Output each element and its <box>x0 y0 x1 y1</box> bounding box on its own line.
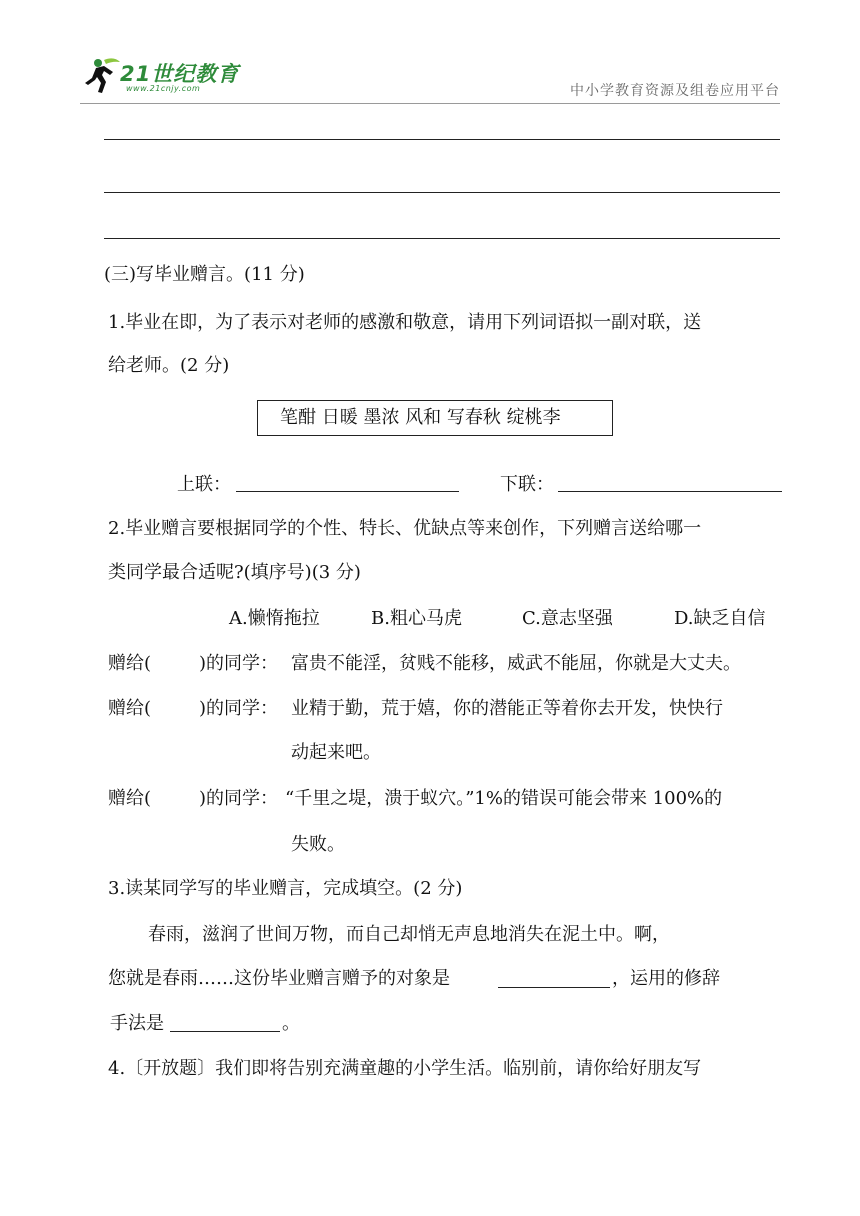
q3-object-blank[interactable] <box>498 987 610 988</box>
lower-couplet-label: 下联： <box>500 474 554 495</box>
q1-text: 给老师。(2 分) <box>108 355 230 376</box>
gift-suffix: )的同学： <box>199 698 279 719</box>
q3-passage: 春雨，滋润了世间万物，而自己却悄无声息地消失在泥土中。啊， <box>148 924 670 945</box>
logo <box>82 56 252 100</box>
gift-text: 失败。 <box>291 834 345 855</box>
upper-couplet-blank[interactable] <box>236 491 459 492</box>
answer-line <box>104 192 780 193</box>
runner-icon <box>82 56 122 96</box>
q3-passage: 您就是春雨……这份毕业赠言赠予的对象是 <box>108 968 450 989</box>
q3-text: 3.读某同学写的毕业赠言，完成填空。(2 分) <box>108 878 463 899</box>
answer-line <box>104 139 780 140</box>
word-box <box>257 400 613 436</box>
logo-text: 21世纪教育 <box>120 62 240 86</box>
q4-text: 4.〔开放题〕我们即将告别充满童趣的小学生活。临别前，请你给好朋友写 <box>108 1058 702 1079</box>
header-rule <box>80 103 780 104</box>
lower-couplet-blank[interactable] <box>558 491 782 492</box>
gift-text: 动起来吧。 <box>291 742 381 763</box>
option-d: D.缺乏自信 <box>674 608 766 629</box>
gift-text: 富贵不能淫，贫贱不能移，威武不能屈，你就是大丈夫。 <box>291 653 741 674</box>
q2-text: 类同学最合适呢?(填序号)(3 分) <box>108 562 361 583</box>
upper-couplet-label: 上联： <box>177 474 231 495</box>
gift-suffix: )的同学： <box>199 653 279 674</box>
word-list: 笔酣 日暖 墨浓 风和 写春秋 绽桃李 <box>280 407 561 428</box>
q3-passage: 手法是 <box>110 1013 164 1034</box>
platform-name: 中小学教育资源及组卷应用平台 <box>570 83 780 99</box>
answer-line <box>104 238 780 239</box>
q1-text: 1.毕业在即，为了表示对老师的感激和敬意，请用下列词语拟一副对联，送 <box>108 312 702 333</box>
q3-passage: 。 <box>282 1013 300 1034</box>
q3-rhetoric-blank[interactable] <box>170 1031 280 1032</box>
gift-text: “千里之堤，溃于蚁穴。”1%的错误可能会带来 100%的 <box>285 788 723 809</box>
option-a: A.懒惰拖拉 <box>229 608 320 629</box>
logo-url: www.21cnjy.com <box>126 84 201 93</box>
gift-suffix: )的同学： <box>199 788 279 809</box>
option-c: C.意志坚强 <box>522 608 613 629</box>
q3-passage: ，运用的修辞 <box>612 968 720 989</box>
q2-text: 2.毕业赠言要根据同学的个性、特长、优缺点等来创作，下列赠言送给哪一 <box>108 518 702 539</box>
option-b: B.粗心马虎 <box>371 608 462 629</box>
gift-prefix: 赠给( <box>108 698 152 719</box>
gift-text: 业精于勤，荒于嬉，你的潜能正等着你去开发，快快行 <box>291 698 723 719</box>
section-title: (三)写毕业赠言。(11 分) <box>104 264 305 285</box>
gift-prefix: 赠给( <box>108 788 152 809</box>
page-header <box>0 0 860 110</box>
gift-prefix: 赠给( <box>108 653 152 674</box>
